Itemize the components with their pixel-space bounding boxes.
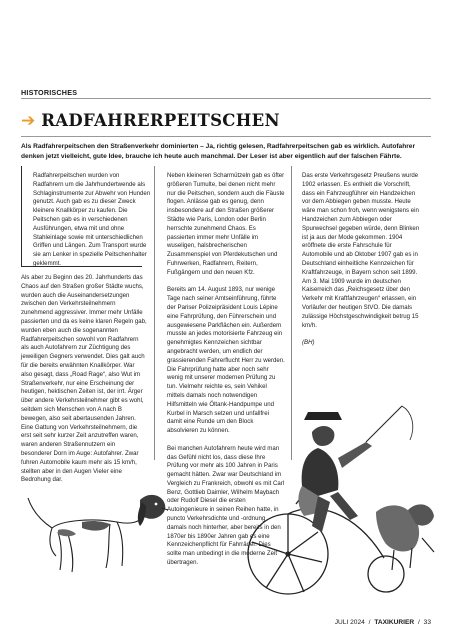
footer-separator: / <box>417 619 420 626</box>
intro-box-text: Radfahrerpeitschen wurden von Radfahrern um die Jahrhundertwende als Schlaginstrumente zur Abwehr von Hunden genutzt. Auch gab es zu dieser Zweck kleinere Knallkörper zu kaufen. Die Peitschen gab es in verschiedenen Ausführungen, etwa mit und ohne Stahleinlage sowie mit unterschiedlichen Griffen und Längen. Zum Transport wurde sie am Lenker in spezielle Peitschenhalter geklemmt. <box>33 172 151 267</box>
column-divider-1 <box>154 166 155 460</box>
footer-page-number: 33 <box>423 619 431 626</box>
page-footer <box>333 619 431 626</box>
column-3-text <box>302 172 420 357</box>
headline-title: RADFAHRERPEITSCHEN <box>41 110 280 130</box>
footer-separator: / <box>368 619 371 626</box>
arrow-right-icon: ➔ <box>21 110 36 130</box>
column-3-paragraph: Das erste Verkehrsgesetz Preußens wurde 1902 erlassen. Es enthielt die Vorschrift, dass ein Fahrzeugführer ein Handzeichen vor dem Abbiegen geben musste. Heute wäre man schon froh, wenn wenigstens ein Handzeichen zum Abbiegen oder Spurwechsel gegeben würde, denn Blinken ist ja aus der Mode gekommen. 1904 eröffnete die erste Fahrschule für Automobile und ab Oktober 1907 gab es in Deutschland einheitliche Kennzeichen für Kraftfahrzeuge, in Bayern schon seit 1899. Am 3. Mai 1909 wurde im deutschen Kaiserreich das „Reichsgesetz über den Verkehr mit Kraftfahrzeugen“ erlassen, ein Vorläufer der heutigen StVO. Die damals zulässige Höchstgeschwindigkeit betrug 15 km/h. <box>302 172 420 329</box>
column-1-text: Als aber zu Beginn des 20. Jahrhunderts das Chaos auf den Straßen großer Städte wuchs, wurden auch die Auseinandersetzungen zwischen den Verkehrsteilnehmern zunehmend aggressiver. Immer mehr Unfälle passierten und da es keine klaren Regeln gab, wurden eben auch die sogenannten Radfahrerpeitschen sowohl von Radfahrern als auch Autofahrern zur Züchtigung des jeweiligen Gegners verwendet. Dies galt auch für die bereits erwähnten Knallkörper. War also gesagt, dass „Road Rage“, also Wut im Straßenverkehr, nur eine Erscheinung der heutigen, hektischen Zeiten ist, der irrt. Ärger über andere Verkehrsteilnehmer gibt es wohl, seitdem sich Menschen von A nach B bewegen, also seit abertausenden Jahren. Eine Gattung von Verkehrsteilnehmern, die erst seit sehr kurzer Zeit anzutreffen waren, waren anderen Straßennutzern ein besonderer Dorn im Auge: Autofahrer. Zwar fuhren Automobile kaum mehr als 15 km/h, stellten aber in den Augen Vieler eine Bedrohung dar. <box>21 274 147 484</box>
headline-rule <box>21 136 431 137</box>
footer-issue: JULI 2024 <box>334 619 365 626</box>
section-label: HISTORISCHES <box>21 88 78 97</box>
author-initials: (BH) <box>302 339 315 347</box>
footer-brand: TAXIKURIER <box>374 619 415 626</box>
top-rule <box>21 98 431 99</box>
column-2-paragraph: Bereits am 14. August 1893, nur wenige Tage nach seiner Amtseinführung, führte der Pariser Polizeipräsident Louis Lépine eine Fahrprüfung, den Führerschein und ausgewiesene Parkflächen ein. Außerdem musste an jedes motorisierte Fahrzeug ein genehmigtes Kennzeichen sichtbar angebracht werden, um endlich der grassierenden Fahrerflucht Herr zu werden. Die Fahrprüfung hatte aber noch sehr wenig mit unserer modernen Prüfung zu tun. Vielmehr reichte es, sein Vehikel mittels damals noch notwendigen Hilfsmitteln wie Öltank-Handpumpe und Kurbel in Marsch setzen und unfallfrei damit eine Runde um den Block absolvieren zu können. <box>167 286 285 435</box>
dog-illustration <box>22 470 172 580</box>
cyclist-illustration <box>226 392 446 604</box>
lead-paragraph: Als Radfahrerpeitschen den Straßenverkehr dominierten – Ja, richtig gelesen, Radfahrerpeitschen gab es wirklich. Autofahrer denken jetzt vielleicht, gute Idee, brauche ich heute auch manchmal. Der Leser ist aber eigentlich auf der falschen Fährte. <box>21 143 416 160</box>
column-2-paragraph: Bei manchen Autofahrern heute wird man das Gefühl nicht los, dass diese Ihre Prüfung vor mehr als 100 Jahren in Paris gemacht hätten. Zwar war Deutschland im Vergleich zu Frankreich, obwohl es mit Carl Benz, Gottlieb Daimler, Wilhelm Maybach oder Rudolf Diesel die ersten Autoingenieure in seinen Reihen hatte, in puncto Verkehrsdichte und -ordnung damals noch hinterher, aber bereits in den 1870er bis 1890er Jahren gab es eine Kennzeichenpflicht für Fahrräder. Dies sollte man unbedingt in die moderne Zeit übertragen. <box>167 444 285 567</box>
column-2-paragraph: Neben kleineren Scharmützeln gab es öfter größeren Tumulte, bei denen nicht mehr nur die Peitschen, sondern auch die Fäuste flogen. Anlässe gab es genug, denn insbesondere auf den Straßen größerer Städte wie Paris, London oder Berlin herrschte zunehmend Chaos. Es passierten immer mehr Unfälle im wuseligen, halsbrecherischen Zusammenspiel von Pferdekutschen und Fuhrwerken, Radfahrern, Reitern, Fußgängern und den neuen Kfz. <box>167 172 285 276</box>
headline <box>21 106 441 134</box>
